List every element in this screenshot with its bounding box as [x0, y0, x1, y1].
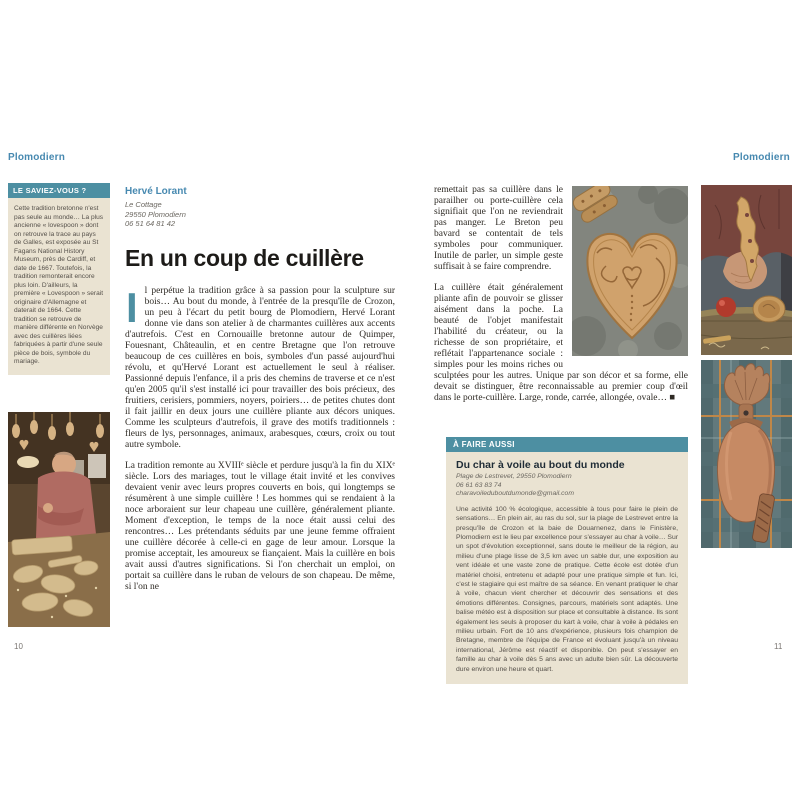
running-header-right: Plomodiern	[732, 152, 790, 163]
article-author: Hervé Lorant	[125, 186, 187, 197]
aside-heading: Du char à voile au bout du monde	[456, 459, 625, 471]
dropcap-letter: I	[126, 283, 138, 331]
also-to-do-box	[446, 437, 688, 684]
right-page	[430, 150, 792, 673]
article-paragraph-4: La cuillère était généralement pliante afin de pouvoir se glisser aisément dans la poche. La beauté de l'objet manifestait l'habilité du créateur, ou la richesse de son propriétaire, et reflétait l'appartenance sociale : simples pour les moins riches ou sculptées pour les autres. Unique par son décor et sa forme, elle devait se distinguer, être reconnaissable au premier coup d'œil dans le porte-cuillère. Large, ronde, carrée, allongée, ovale… ■	[434, 283, 688, 403]
sidebar-body-text: Cette tradition bretonne n'est pas seule au monde… La plus ancienne « lovespoon » dont on retrouve la trace au pays de Galles, est exposée au St Fagans National History Museum, près de Cardiff, et date de 1667. Toutefois, la tradition remonterait encore plus loin. D'ailleurs, la première « Lovespoon » serait originaire d'Allemagne et daterait de 1664. Cette tradition se retrouve de manière différente en Norvège avec des cuillères liées fabriquées à partir d'une seule pièce de bois, symbole du mariage.	[8, 198, 110, 375]
workshop-photo	[8, 412, 110, 627]
sidebar-didyouknow	[8, 183, 110, 375]
article-phone: 06 51 64 81 42	[125, 219, 176, 228]
paragraph-1-text: l perpétue la tradition grâce à sa passion pour la sculpture sur bois… Au bout du monde, à l'entrée de la presqu'île de Crozon, un peu à l'écart du petit bourg de Plomodiern, Hervé Lorant donne vie dans son atelier à de charmantes cuillères aux accents d'autrefois. C'est en Cornouaille bretonne autour de Quimper, Fouesnant, Châteaulin, et en centre Bretagne que l'on retrouve beaucoup de ces cuillères en bois, symboles d'un passé aujourd'hui révolu, et qu'Hervé Lorant est actuellement le seul à réaliser. Passionné depuis l'enfance, il a pris des chemins de traverse et ce n'est qu'en 2005 qu'il s'est installé ici pour travailler des bois précieux, des fruitiers, cerisiers, pommiers, noyers, poiriers… de petites chutes dont il fait jaillir en deux jours une cuillère pliante aux décors uniques. Comme les sculpteurs d'autrefois, il grave des motifs traditionnels : fleurs de lys, personnages, animaux, arabesques, cœurs, croix ou tout autre symbole.	[125, 285, 395, 450]
red-ball	[716, 297, 736, 317]
page-number-left: 10	[14, 642, 23, 651]
article-paragraph-1	[125, 283, 395, 451]
article-address-line2: 29550 Plomodiern	[125, 209, 186, 219]
page-number-right: 11	[774, 642, 783, 651]
heart-spoon-photo	[572, 186, 688, 356]
article-paragraph-2: La tradition remonte au XVIIIᵉ siècle et perdure jusqu'à la fin du XIXᵉ siècle. Lors des mariages, tout le village était invité et les convives devaient venir avec leurs propres couverts en bois, qui longtemps se résumèrent à une simple cuillère ! Les hommes qui se rendaient à la noce arboraient sur leur chapeau une cuillère, généralement pliante. Moment d'exception, le temps de la noce était aussi celui des rencontres… Les prétendants séduits par une jeune femme offraient une cuillère décorée à celle-ci en gage de leur amour. Lorsque la promise acceptait, les amoureux se fiançaient. Mais la cuillère en bois avait aussi d'autres significations. Si l'on cherchait un emploi, on portait sa cuillère dans le ruban de velours de son chapeau. De même, si l'on ne	[125, 460, 395, 592]
article-address-line1: Le Cottage	[125, 200, 162, 209]
spoon-on-plaid-photo	[701, 360, 792, 548]
left-page	[8, 150, 395, 670]
main-article	[125, 186, 395, 603]
article-body-left	[125, 283, 395, 593]
article-body-right	[434, 185, 688, 414]
small-spoon-bowl	[753, 296, 785, 322]
carver-hands-photo	[701, 185, 792, 355]
sidebar-title: LE SAVIEZ-VOUS ?	[8, 183, 110, 198]
aside-address: Plage de Lestrevet, 29550 Plomodiern	[456, 473, 572, 480]
running-header-left: Plomodiern	[8, 152, 66, 163]
article-paragraph-3: remettait pas sa cuillère dans le parailher ou porte-cuillère cela signifiait que l'on ne reviendrait pas manger. Le Breton peu bavard se contentait de tels symboles pour communiquer. Inutile de parler, un simple geste suffisait à se faire comprendre.	[434, 185, 563, 272]
article-title: En un coup de cuillère	[125, 244, 364, 271]
aside-body-text: Une activité 100 % écologique, accessible à tous pour faire le plein de sensations… En plein air, au ras du sol, sur la plage de Lestrevet entre la presqu'île de Crozon et la baie de Douarnenez, dans le Finistère, Plomodiern est le lieu par excellence pour s'essayer au char à voile… Sur un spot d'évolution exceptionnel, sans doute le meilleur de la région, au milieu d'une plage lisse de 3,5 km avec un sable dur, une exposition au vent idéale et une vaste zone de pratique. Cette école est dotée d'un matériel choisi, entretenu et adapté pour une pratique simple et fun. Ici, c'est le stagiaire qui est maître de sa séance. En venant pratiquer le char à voile, chacun vient chercher et découvrir des sensations et des émotions différentes. Consignes, parcours, matériels sont adaptés. Une balise météo est à disposition sur place et consultable à distance. Ils sont également les seuls à proposer du kart à voile, char à voile à pédales en milieu urbain. Fort de 10 ans d'expérience, plusieurs fois champion de Bretagne, membre de l'équipe de France et évoluant jusqu'à un niveau international, Jérôme est réactif et disponible. On peut s'essayer en famille au char à voile dès 5 ans avec un adulte bien sûr. La découverte dure environ une heure et quart.	[456, 505, 678, 673]
also-to-do-title: À FAIRE AUSSI	[446, 437, 688, 452]
aside-phone: 06 61 63 83 74	[456, 481, 502, 489]
also-to-do-content	[446, 452, 688, 684]
aside-email: charavoileduboutdumonde@gmail.com	[456, 490, 574, 498]
